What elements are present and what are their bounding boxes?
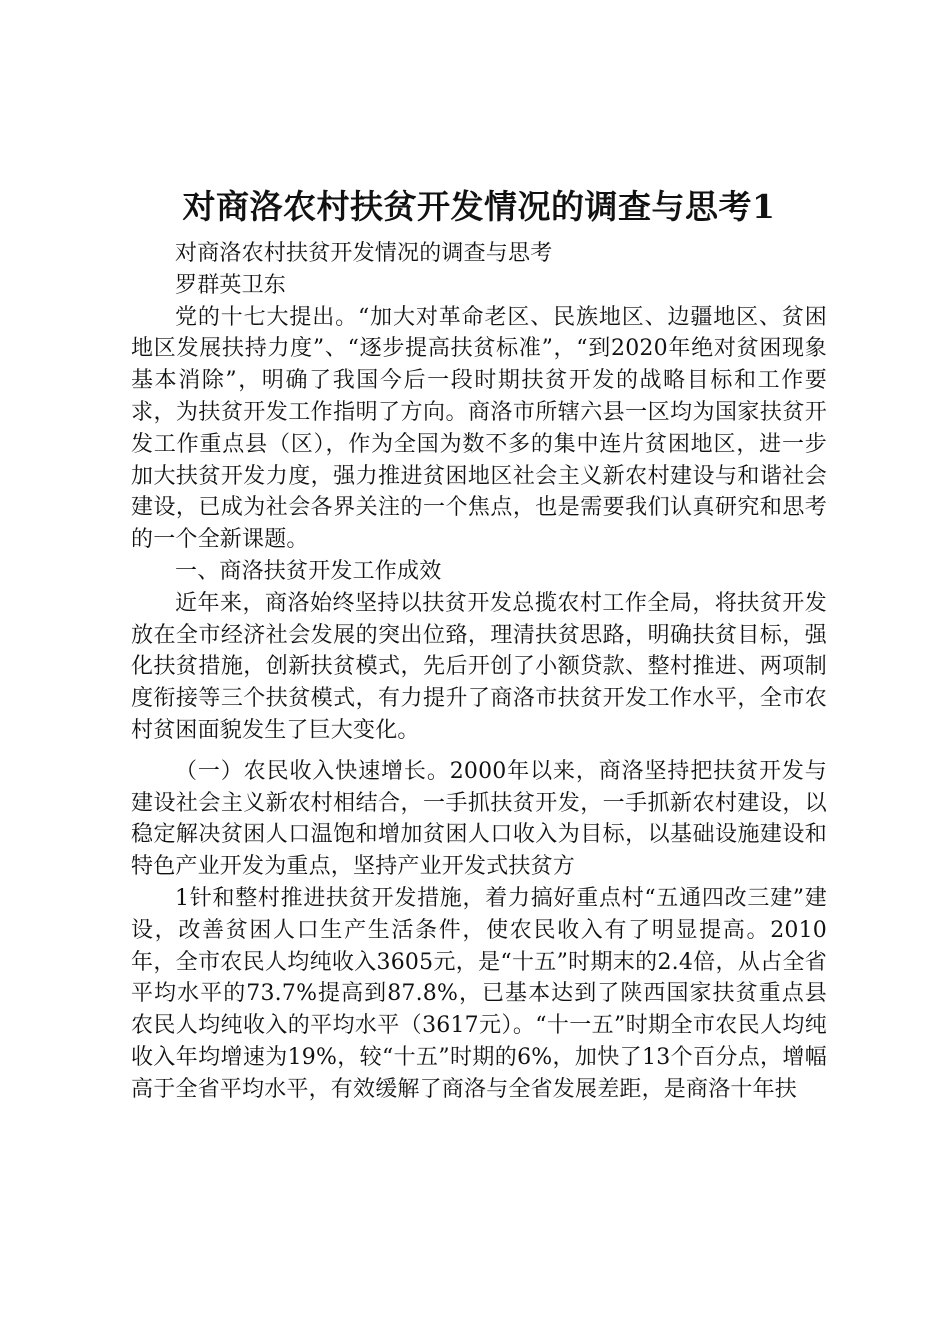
section-heading: 一、商洛扶贫开发工作成效 <box>175 558 442 584</box>
document-title: 对商洛农村扶贫开发情况的调查与思考1 <box>182 187 776 226</box>
paragraph-income-details: 1针和整村推进扶贫开发措施，着力搞好重点村“五通四改三建”建设，改善贫困人口生产生活条件，使农民收入有了明显提高。2010年，全市农民人均纯收入3605元，是“十五”时期末的2.4倍，从占全省平均水平的73.7%提高到87.8%，已基本达到了陕西国家扶贫重点县农民人均纯收入的平均水平（3617元）。“十一五”时期全市农民人均纯收入年均增速为19%，较“十五”时期的6%，加快了13个百分点，增幅高于全省平均水平，有效缓解了商洛与全省发展差距，是商洛十年扶 <box>131 885 827 1102</box>
document-authors: 罗群英卫东 <box>175 272 287 298</box>
paragraph-achievements: 近年来，商洛始终坚持以扶贫开发总揽农村工作全局，将扶贫开发放在全市经济社会发展的突出位臵，理清扶贫思路，明确扶贫目标，强化扶贫措施，创新扶贫模式，先后开创了小额贷款、整村推进、两项制度衔接等三个扶贫模式，有力提升了商洛市扶贫开发工作水平，全市农村贫困面貌发生了巨大变化。 <box>131 590 827 743</box>
document-page <box>131 182 827 1106</box>
paragraph-intro: 党的十七大提出。“加大对革命老区、民族地区、边疆地区、贫困地区发展扶持力度”、“逐步提高扶贫标准”，“到2020年绝对贫困现象基本消除”，明确了我国今后一段时期扶贫开发的战略目标和工作要求，为扶贫开发工作指明了方向。商洛市所辖六县一区均为国家扶贫开发工作重点县（区），作为全国为数不多的集中连片贫困地区，进一步加大扶贫开发力度，强力推进贫困地区社会主义新农村建设与和谐社会建设，已成为社会各界关注的一个焦点，也是需要我们认真研究和思考的一个全新课题。 <box>131 304 827 553</box>
document-subtitle: 对商洛农村扶贫开发情况的调查与思考 <box>175 241 553 266</box>
paragraph-income-growth: （一）农民收入快速增长。2000年以来，商洛坚持把扶贫开发与建设社会主义新农村相结合，一手抓扶贫开发，一手抓新农村建设，以稳定解决贫困人口温饱和增加贫困人口收入为目标，以基础设施建设和特色产业开发为重点，坚持产业开发式扶贫方 <box>131 758 827 880</box>
